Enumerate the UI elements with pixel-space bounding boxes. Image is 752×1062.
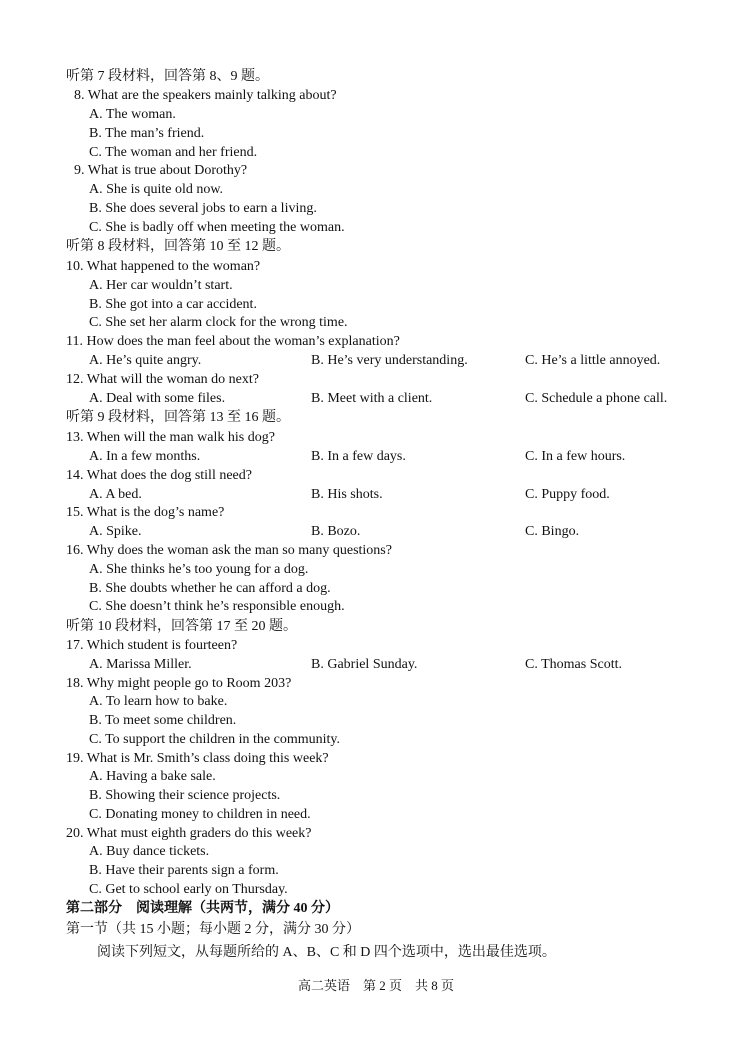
question-19: 19. What is Mr. Smith’s class doing this week? (66, 751, 329, 766)
option-line: B. Showing their science projects. (89, 788, 281, 803)
option-row: A. In a few months. B. In a few days. C. In a few hours. (89, 449, 626, 464)
option-line: A. Having a bake sale. (89, 769, 216, 784)
question-20: 20. What must eighth graders do this week? (66, 826, 312, 841)
question-9: 9. What is true about Dorothy? (74, 163, 248, 178)
option-line: A. The woman. (89, 107, 176, 122)
option-line: A. To learn how to bake. (89, 694, 228, 709)
option-line: A. She thinks he’s too young for a dog. (89, 562, 309, 577)
question-16: 16. Why does the woman ask the man so many questions? (66, 543, 392, 558)
option-line: B. She doubts whether he can afford a dog. (89, 581, 331, 596)
option-row: A. He’s quite angry. B. He’s very understanding. C. He’s a little annoyed. (89, 353, 661, 368)
question-18: 18. Why might people go to Room 203? (66, 676, 292, 691)
section-heading: 第一节（共 15 小题；每小题 2 分，满分 30 分） (66, 922, 360, 937)
option-row: A. A bed. B. His shots. C. Puppy food. (89, 487, 610, 502)
option-line: B. Have their parents sign a form. (89, 863, 279, 878)
section-header: 听第 8 段材料，回答第 10 至 12 题。 (66, 239, 290, 254)
question-13: 13. When will the man walk his dog? (66, 430, 275, 445)
question-8: 8. What are the speakers mainly talking about? (74, 88, 337, 103)
option-line: C. She is badly off when meeting the woman. (89, 220, 345, 235)
question-14: 14. What does the dog still need? (66, 468, 252, 483)
question-11: 11. How does the man feel about the woman’s explanation? (66, 334, 400, 349)
option-line: A. She is quite old now. (89, 182, 224, 197)
question-15: 15. What is the dog’s name? (66, 505, 225, 520)
section-header: 听第 9 段材料，回答第 13 至 16 题。 (66, 410, 290, 425)
option-line: B. The man’s friend. (89, 126, 205, 141)
part-heading: 第二部分 阅读理解（共两节，满分 40 分） (66, 901, 339, 916)
option-line: C. Donating money to children in need. (89, 807, 311, 822)
option-line: C. To support the children in the community. (89, 732, 340, 747)
option-row: A. Spike. B. Bozo. C. Bingo. (89, 524, 580, 539)
question-10: 10. What happened to the woman? (66, 259, 261, 274)
section-header: 听第 7 段材料，回答第 8、9 题。 (66, 69, 269, 84)
option-line: B. To meet some children. (89, 713, 237, 728)
option-line: B. She does several jobs to earn a living. (89, 201, 317, 216)
option-line: A. Buy dance tickets. (89, 844, 210, 859)
option-line: C. She doesn’t think he’s responsible enough. (89, 599, 345, 614)
question-17: 17. Which student is fourteen? (66, 638, 238, 653)
question-12: 12. What will the woman do next? (66, 372, 259, 387)
option-row: A. Deal with some files. B. Meet with a client. C. Schedule a phone call. (89, 391, 668, 406)
option-row: A. Marissa Miller. B. Gabriel Sunday. C. Thomas Scott. (89, 657, 622, 672)
option-line: A. Her car wouldn’t start. (89, 278, 233, 293)
page-footer: 高二英语 第 2 页 共 8 页 (297, 978, 454, 993)
instructions: 阅读下列短文，从每题所给的 A、B、C 和 D 四个选项中，选出最佳选项。 (97, 945, 556, 960)
option-line: B. She got into a car accident. (89, 297, 257, 312)
section-header: 听第 10 段材料，回答第 17 至 20 题。 (66, 619, 297, 634)
option-line: C. Get to school early on Thursday. (89, 882, 288, 897)
option-line: C. She set her alarm clock for the wrong time. (89, 315, 348, 330)
option-line: C. The woman and her friend. (89, 145, 258, 160)
